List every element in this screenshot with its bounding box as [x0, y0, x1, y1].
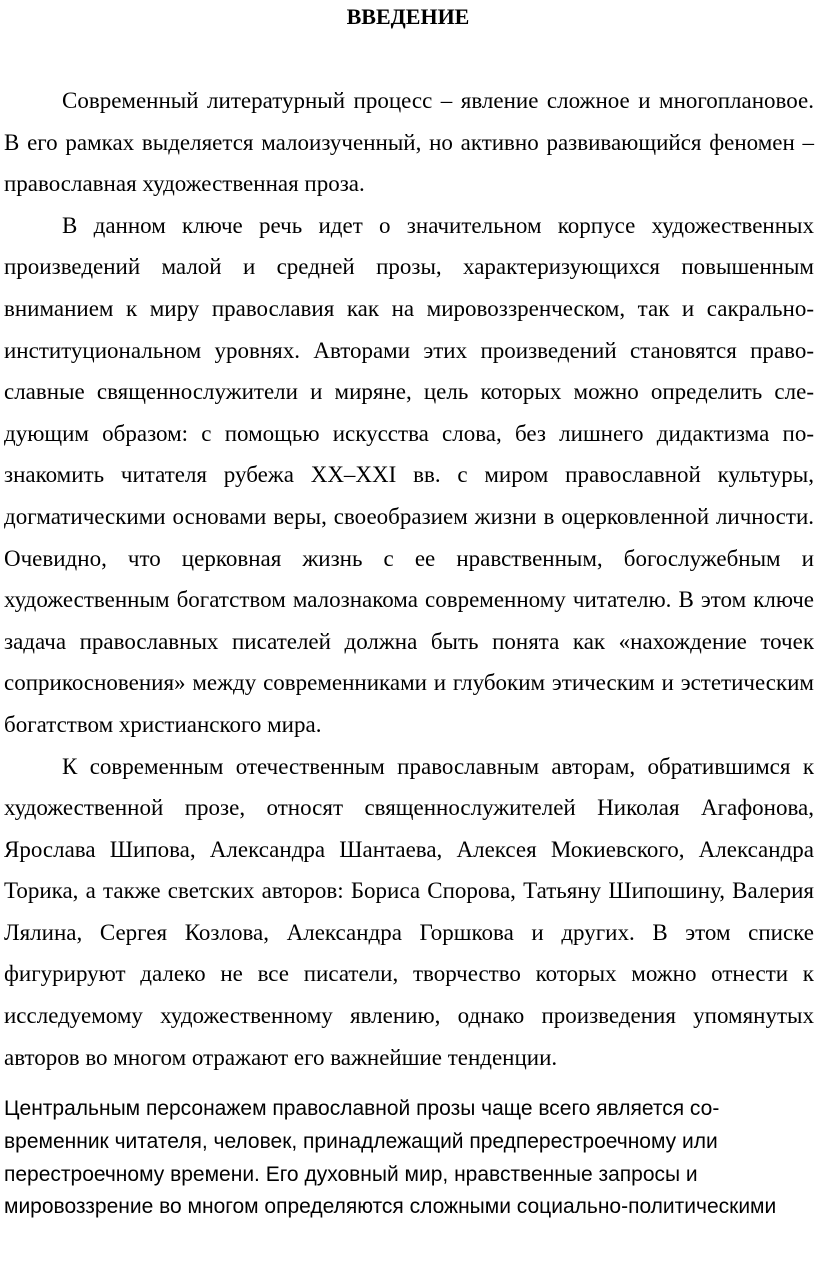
paragraph-4: Центральным персонажем православной прозы чаще всего является современник читателя, человек, принадлежащий предперестроечному или перестроечному времени. Его духовный мир, нравственные запросы и мировоззрение во многом определяются сложными социально-политическими [4, 1097, 777, 1219]
paragraph-3: К современным отечественным православным авторам, обратившимся к художественной прозе, относят священнослужителей Николая Агафонова, Ярослава Шипова, Александра Шантаева, Алексея Мокиевского, Александра Торика, а также светских авторов: Бориса Спорова, Татьяну Шипошину, Валерия Лялина, Сергея Козлова, Александра Горшкова и других. В этом списке фигурируют далеко не все писатели, творчество которых можно отнести к исследуемому художественному явлению, однако произведения упомянутых авторов во многом отражают его важнейшие тенденции. [4, 753, 814, 1070]
page-title: ВВЕДЕНИЕ [346, 4, 470, 29]
paragraph-1: Современный литературный процесс – явление сложное и многоплановое. В его рамках выделяется малоизученный, но активно развивающийся феномен – православная художественная проза. [4, 88, 814, 197]
document-body [4, 80, 814, 1078]
paragraph-2: В данном ключе речь идет о значительном корпусе художественных произведений малой и средней прозы, характеризующихся повышенным вниманием к миру православия как на мировоззренческом, так и сакрально-институциональном уровнях. Авторами этих произведений становятся православные священнослужители и миряне, цель которых можно определить следующим образом: с помощью искусства слова, без лишнего дидактизма познакомить читателя рубежа XX–XXI вв. с миром православной культуры, догматическими основами веры, своеобразием жизни в оцерковленной личности. Очевидно, что церковная жизнь с ее нравственным, богослужебным и художественным богатством малознакома современному читателю. В этом ключе задача православных писателей должна быть понята как «нахождение точек соприкосновения» между современниками и глубоким этическим и эстетическим богатством христианского мира. [4, 212, 814, 737]
